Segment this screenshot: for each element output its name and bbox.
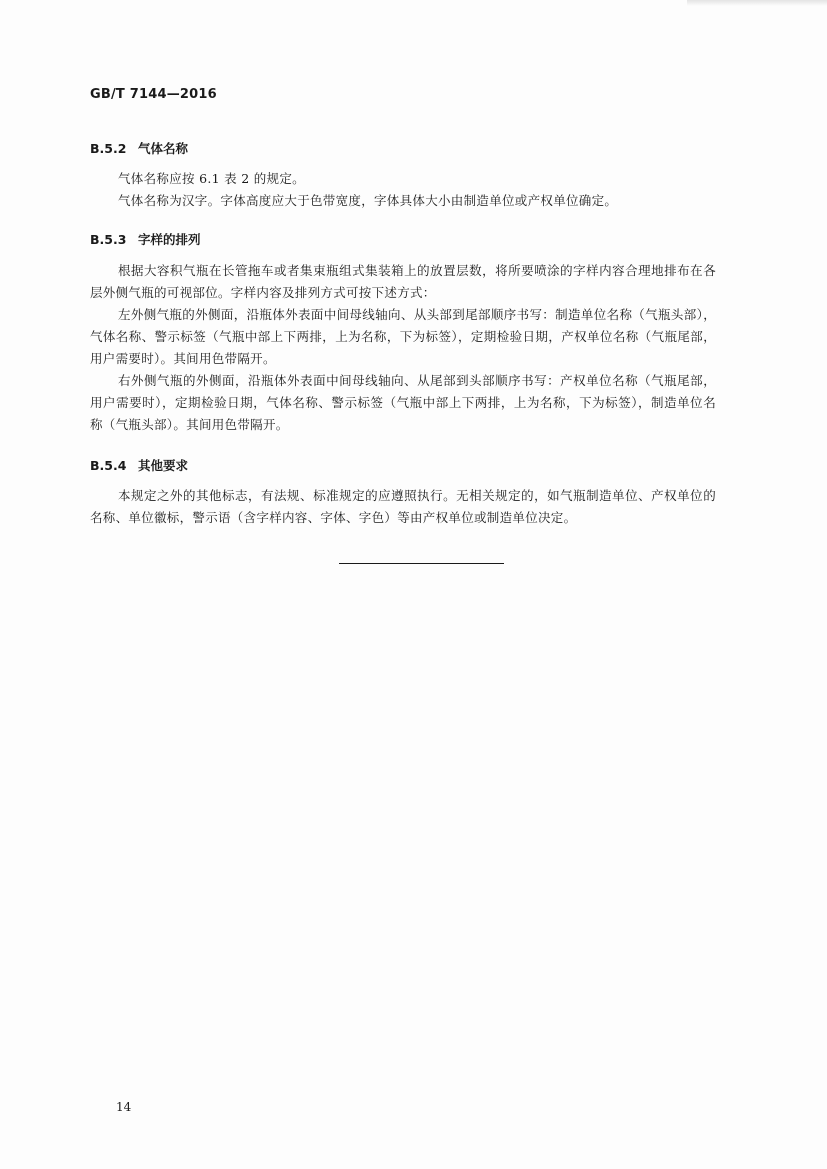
section-number: B.5.2 (90, 141, 127, 156)
paragraph: 右外侧气瓶的外侧面，沿瓶体外表面中间母线轴向、从尾部到头部顺序书写：产权单位名称（气瓶尾部，用户需要时），定期检验日期，气体名称、警示标签（气瓶中部上下两排，上为名称，下为标签），制造单位名称（气瓶头部）。其间用色带隔开。 (90, 373, 716, 432)
section-title: 其他要求 (138, 458, 189, 473)
section-heading-b53 (90, 230, 201, 248)
standard-code: GB/T 7144—2016 (90, 87, 217, 102)
end-of-document-rule (339, 563, 504, 564)
paragraph: 根据大容积气瓶在长管拖车或者集束瓶组式集装箱上的放置层数，将所要喷涂的字样内容合理地排布在各层外侧气瓶的可视部位。字样内容及排列方式可按下述方式： (90, 263, 716, 300)
paragraph: 左外侧气瓶的外侧面，沿瓶体外表面中间母线轴向、从头部到尾部顺序书写：制造单位名称（气瓶头部），气体名称、警示标签（气瓶中部上下两排，上为名称，下为标签），定期检验日期，产权单位名称（气瓶尾部，用户需要时）。其间用色带隔开。 (90, 307, 716, 366)
page-number: 14 (116, 1100, 132, 1114)
section-heading-b54 (90, 456, 188, 474)
paragraph: 气体名称应按 6.1 表 2 的规定。 (118, 171, 305, 186)
page-edge-shadow (687, 0, 827, 6)
section-title: 气体名称 (138, 141, 189, 156)
paragraph: 本规定之外的其他标志，有法规、标准规定的应遵照执行。无相关规定的，如气瓶制造单位、产权单位的名称、单位徽标，警示语（含字样内容、字体、字色）等由产权单位或制造单位决定。 (90, 488, 716, 525)
section-title: 字样的排列 (138, 232, 201, 247)
section-number: B.5.4 (90, 458, 127, 473)
section-heading-b52 (90, 139, 188, 157)
paragraph: 气体名称为汉字。字体高度应大于色带宽度，字体具体大小由制造单位或产权单位确定。 (118, 193, 618, 208)
section-number: B.5.3 (90, 232, 127, 247)
